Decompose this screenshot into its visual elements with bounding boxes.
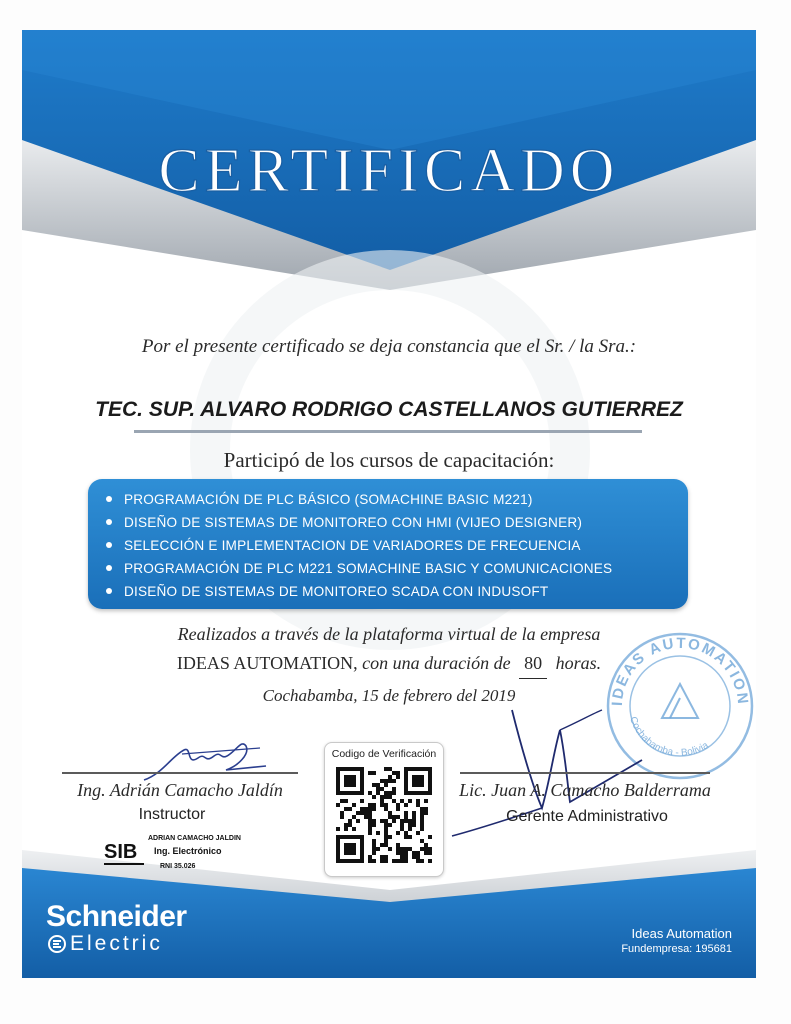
brand-line-1: Schneider [46, 900, 187, 933]
company-name: Ideas Automation [631, 926, 732, 941]
qr-code-icon [336, 767, 432, 863]
instructor-stamp [102, 828, 252, 878]
bullet-icon [106, 588, 112, 594]
course-item: DISEÑO DE SISTEMAS DE MONITOREO CON HMI (VIJEO DESIGNER) [106, 511, 688, 534]
stamp-logo: SIB [104, 841, 138, 863]
courses-box [88, 479, 688, 609]
course-list [88, 479, 688, 603]
hours-value: 80 [519, 649, 547, 679]
company-mention: IDEAS AUTOMATION, [176, 653, 358, 673]
participation-text: Participó de los cursos de capacitación: [223, 448, 555, 472]
schneider-e-icon [48, 935, 66, 953]
bullet-icon [106, 496, 112, 502]
stamp-line-2: Ing. Electrónico [154, 846, 222, 856]
stamp-bottom-text: Cochabamba - Bolivia [627, 715, 711, 759]
instructor-role: Instructor [138, 806, 206, 823]
company-info [621, 926, 732, 956]
certificate-title: CERTIFICADO [158, 137, 620, 205]
verification-label: Codigo de Verificación [331, 748, 437, 760]
intro-text: Por el presente certificado se deja constancia que el Sr. / la Sra.: [141, 336, 637, 357]
course-item: DISEÑO DE SISTEMAS DE MONITOREO SCADA CON INDUSOFT [106, 580, 688, 603]
course-item: SELECCIÓN E IMPLEMENTACION DE VARIADORES DE FRECUENCIA [106, 534, 688, 557]
bullet-icon [106, 542, 112, 548]
stamp-line-1: ADRIAN CAMACHO JALDIN [148, 835, 241, 842]
certificate-card [22, 30, 756, 978]
instructor-signature [142, 736, 272, 786]
recipient-name: TEC. SUP. ALVARO RODRIGO CASTELLANOS GUTIERREZ [95, 398, 683, 421]
stamp-text: IDEAS AUTOMATION [608, 634, 752, 707]
bullet-icon [106, 565, 112, 571]
course-item: PROGRAMACIÓN DE PLC BÁSICO (SOMACHINE BASIC M221) [106, 488, 688, 511]
realized-line-1: Realizados a través de la plataforma virtual de la empresa [177, 624, 601, 644]
instructor-signature-line [62, 772, 298, 774]
place-date: Cochabamba, 15 de febrero del 2019 [262, 686, 516, 705]
name-underline [134, 430, 642, 433]
schneider-electric-logo [46, 902, 187, 956]
stamp-line-3: RNI 35.026 [160, 863, 196, 870]
duration-prefix: con una duración de [362, 653, 511, 673]
manager-role: Gerente Administrativo [506, 808, 668, 825]
hours-unit: horas. [555, 653, 602, 673]
instructor-name: Ing. Adrián Camacho Jaldín [77, 780, 283, 800]
bullet-icon [106, 519, 112, 525]
verification-qr-card[interactable] [324, 742, 444, 877]
course-item: PROGRAMACIÓN DE PLC M221 SOMACHINE BASIC Y COMUNICACIONES [106, 557, 688, 580]
brand-line-2: Electric [70, 932, 163, 955]
company-registration: Fundempresa: 195681 [621, 943, 732, 955]
manager-name: Lic. Juan A. Camacho Balderrama [459, 780, 711, 800]
manager-signature-line [460, 772, 710, 774]
